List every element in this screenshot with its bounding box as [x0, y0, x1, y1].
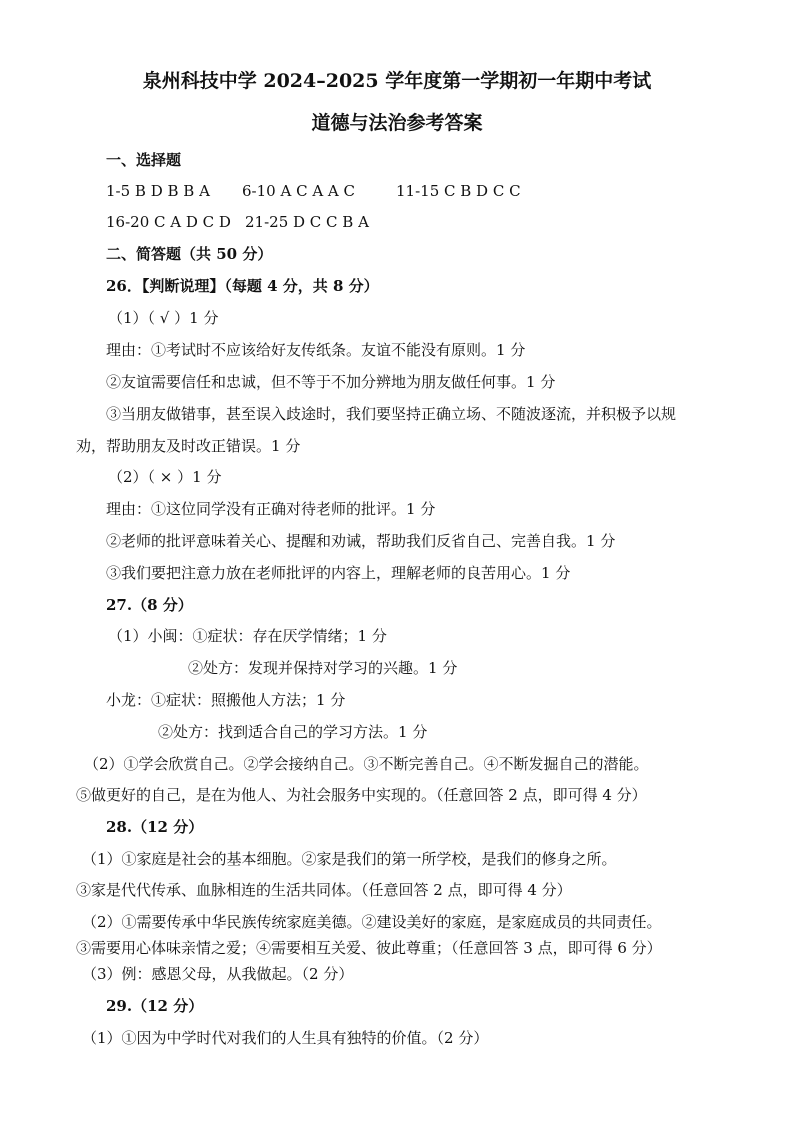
answer-line: ③当朋友做错事，甚至误入歧途时，我们要坚持正确立场、不随波逐流，并积极予以规 [106, 405, 677, 423]
answer-line: （1）小闽：①症状：存在厌学情绪；1 分 [108, 627, 387, 645]
answer-line: ⑤做更好的自己，是在为他人、为社会服务中实现的。（任意回答 2 点，即可得 4 分） [76, 786, 647, 804]
answer-line: 理由：①这位同学没有正确对待老师的批评。1 分 [106, 500, 436, 518]
answer-line: ③我们要把注意力放在老师批评的内容上，理解老师的良苦用心。1 分 [106, 564, 571, 582]
exam-subtitle: 道德与法治参考答案 [311, 112, 483, 134]
answer-line: （2）①学会欣赏自己。②学会接纳自己。③不断完善自己。④不断发掘自己的潜能。 [84, 755, 649, 773]
question-heading: 29.（12 分） [106, 997, 204, 1015]
answer-line: ②处方：发现并保持对学习的兴趣。1 分 [188, 659, 458, 677]
question-heading: 28.（12 分） [106, 818, 204, 836]
section-heading-short-answer: 二、简答题（共 50 分） [106, 245, 273, 263]
answer-line: ②老师的批评意味着关心、提醒和劝诫，帮助我们反省自己、完善自我。1 分 [106, 532, 616, 550]
answer-line: （3）例：感恩父母，从我做起。（2 分） [82, 965, 354, 983]
answer-line: 劝，帮助朋友及时改正错误。1 分 [76, 437, 301, 455]
answer-line: （2）①需要传承中华民族传统家庭美德。②建设美好的家庭，是家庭成员的共同责任。 [82, 913, 662, 931]
answer-group: 21-25 D C C B A [245, 213, 369, 231]
answer-line: （1）①因为中学时代对我们的人生具有独特的价值。（2 分） [82, 1029, 489, 1047]
answer-line: ②处方：找到适合自己的学习方法。1 分 [158, 723, 428, 741]
answer-group: 1-5 B D B B A [106, 182, 210, 200]
exam-title: 泉州科技中学 2024–2025 学年度第一学期初一年期中考试 [142, 70, 652, 92]
answer-line: ③需要用心体味亲情之爱；④需要相互关爱、彼此尊重；（任意回答 3 点，即可得 6 分） [76, 939, 662, 957]
answer-line: （1）①家庭是社会的基本细胞。②家是我们的第一所学校，是我们的修身之所。 [82, 850, 617, 868]
question-heading: 27.（8 分） [106, 596, 193, 614]
answer-group: 16-20 C A D C D [106, 213, 231, 231]
question-heading: 26．【判断说理】（每题 4 分，共 8 分） [106, 277, 379, 295]
section-heading-choice: 一、选择题 [106, 151, 182, 169]
answer-line: 理由：①考试时不应该给好友传纸条。友谊不能没有原则。1 分 [106, 341, 526, 359]
answer-line: ②友谊需要信任和忠诚，但不等于不加分辨地为朋友做任何事。1 分 [106, 373, 556, 391]
answer-line: 小龙：①症状：照搬他人方法；1 分 [106, 691, 346, 709]
answer-line: （1）（ √ ）1 分 [108, 309, 219, 327]
answer-group: 6-10 A C A A C [242, 182, 355, 200]
answer-line: （2）（ × ）1 分 [108, 468, 222, 486]
answer-group: 11-15 C B D C C [396, 182, 521, 200]
answer-line: ③家是代代传承、血脉相连的生活共同体。（任意回答 2 点，即可得 4 分） [76, 881, 572, 899]
